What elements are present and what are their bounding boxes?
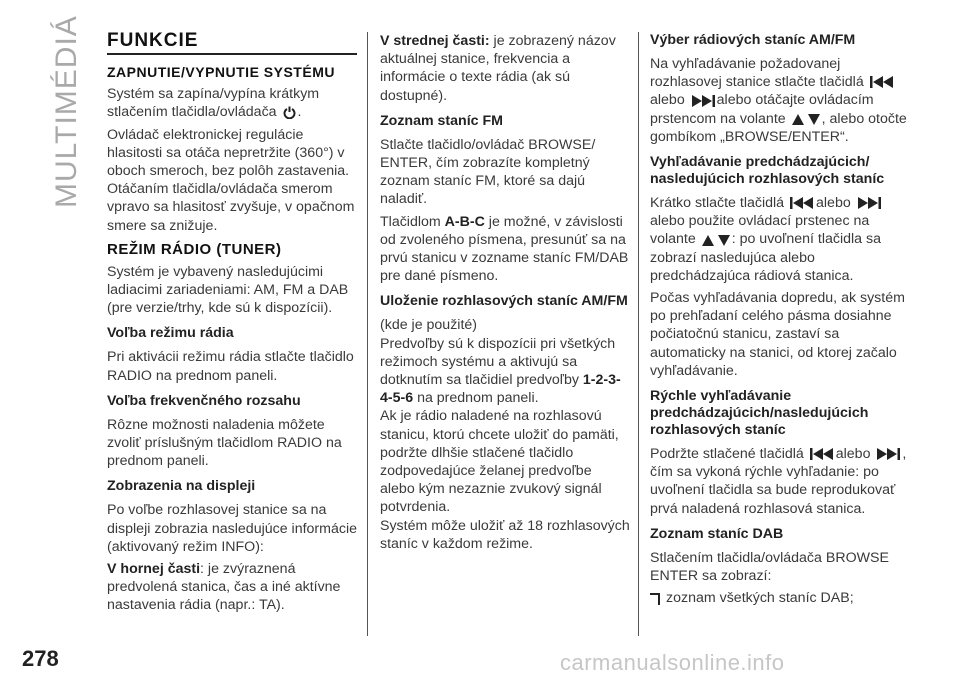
bullet-icon [650,593,660,605]
column-divider [638,32,639,636]
list-item: zoznam všetkých staníc DAB; [650,589,910,607]
power-icon [283,106,296,119]
heading: Zobrazenia na displeji [107,478,256,495]
section-title: FUNKCIE [107,32,357,55]
heading: Voľba režimu rádia [107,325,234,342]
paragraph: Ak je rádio naladené na rozhlasovú stanicu, ktorú chcete uložiť do pamäti, podržte dlhšie stlačené tlačidlo zodpovedajúce želanej predvoľbe alebo kým nezaznie zvukový signál potvrdenia. [380,408,619,516]
paragraph: V hornej časti: je zvýraznená predvolená stanica, čas a iné aktívne nastavenia rádia (napr.: TA). [107,561,341,614]
seek-forward-icon [691,95,715,107]
heading: Výber rádiových staníc AM/FM [650,32,856,48]
paragraph: Stlačením tlačidla/ovládača BROWSE ENTER sa zobrazí: [650,549,889,585]
paragraph: Ovládač elektronickej regulácie hlasitosti sa otáča nepretržite (360°) v oboch smeroch, bez polôh zastavenia. Otáčaním tlačidla/ovládača smerom vpravo sa hlasitosť zvyšuje, v opačnom smere sa znižuje. [107,126,355,234]
paragraph: V strednej časti: je zobrazený názov aktuálnej stanice, frekvencia a informácie o texte rádia (ak sú dostupné). [380,33,616,104]
subsection-title: ZAPNUTIE/VYPNUTIE SYSTÉMU [107,64,335,81]
paragraph: Krátko stlačte tlačidlá alebo alebo použite ovládací prstenec na volante : po uvoľnení tlačidla sa zobrazí nasledujúca alebo predchádzajúca rádiová stanica. [650,195,881,284]
heading: Zoznam staníc DAB [650,525,784,542]
paragraph: Predvoľby sú k dispozícii pri všetkých režimoch systému a aktivujú sa dotknutím sa tlačidiel predvoľby 1-2-3-4-5-6 na prednom paneli. [380,335,621,407]
up-down-arrows-icon [792,113,820,125]
paragraph: Po voľbe rozhlasovej stanice sa na displeji zobrazia nasledujúce informácie (aktivovaný režim INFO): [107,502,357,555]
seek-back-icon [870,76,894,88]
page-number: 278 [22,646,59,671]
paragraph: Pri aktivácii režimu rádia stlačte tlačidlo RADIO na prednom paneli. [107,349,354,384]
seek-back-icon [810,448,834,460]
column-2 [380,32,630,557]
watermark: carmanualsonline.info [560,650,785,675]
column-3 [650,32,910,611]
paragraph: Tlačidlom A-B-C je možné, v závislosti od zvoleného písmena, presunúť sa na prvú stanicu v zozname staníc FM/DAB pre dané písmeno. [380,213,629,285]
column-divider [367,32,368,636]
paragraph: Systém je vybavený nasledujúcimi ladiacimi zariadeniami: AM, FM a DAB (pre verzie/trhy, kde sú k dispozícii). [107,263,349,317]
subsection-title: REŽIM RÁDIO (TUNER) [107,240,282,258]
paragraph: Systém sa zapína/vypína krátkym stlačením tlačidla/ovládača . [107,86,320,121]
seek-forward-icon [857,197,881,209]
column-1 [107,32,357,619]
paragraph: (kde je použité) [380,317,477,334]
paragraph: Na vyhľadávanie požadovanej rozhlasovej stanice stlačte tlačidlá alebo alebo otáčajte ovládacím prstencom na volante , alebo otočte gombíkom „BROWSE/ENTER“. [650,56,907,145]
seek-back-icon [790,197,814,209]
paragraph: Rôzne možnosti naladenia môžete zvoliť príslušným tlačidlom RADIO na prednom paneli. [107,416,342,470]
paragraph: Systém môže uložiť až 18 rozhlasových staníc v každom režime. [380,517,630,552]
heading: Rýchle vyhľadávanie predchádzajúcich/nasledujúcich rozhlasových staníc [650,388,869,439]
seek-forward-icon [876,448,900,460]
up-down-arrows-icon [702,234,730,246]
heading: Uloženie rozhlasových staníc AM/FM [380,293,628,310]
heading: Vyhľadávanie predchádzajúcich/ nasledujúcich rozhlasových staníc [650,154,885,188]
paragraph: Počas vyhľadávania dopredu, ak systém po prehľadaní celého pásma dosiahne počiatočnú stanicu, zastaví sa automaticky na stanici, od ktorej začalo vyhľadávanie. [650,290,905,379]
section-side-tab: MULTIMÉDIÁ [50,15,83,208]
paragraph: Stlačte tlačidlo/ovládač BROWSE/ ENTER, čím zobrazíte kompletný zoznam staníc FM, ktoré sa dajú naladiť. [380,136,596,208]
heading: Voľba frekvenčného rozsahu [107,392,301,409]
paragraph: Podržte stlačené tlačidlá alebo , čím sa vykoná rýchle vyhľadanie: po uvoľnení tlačidla sa bude reprodukovať prvá naladená rozhlasová stanica. [650,446,907,517]
heading: Zoznam staníc FM [380,112,503,129]
